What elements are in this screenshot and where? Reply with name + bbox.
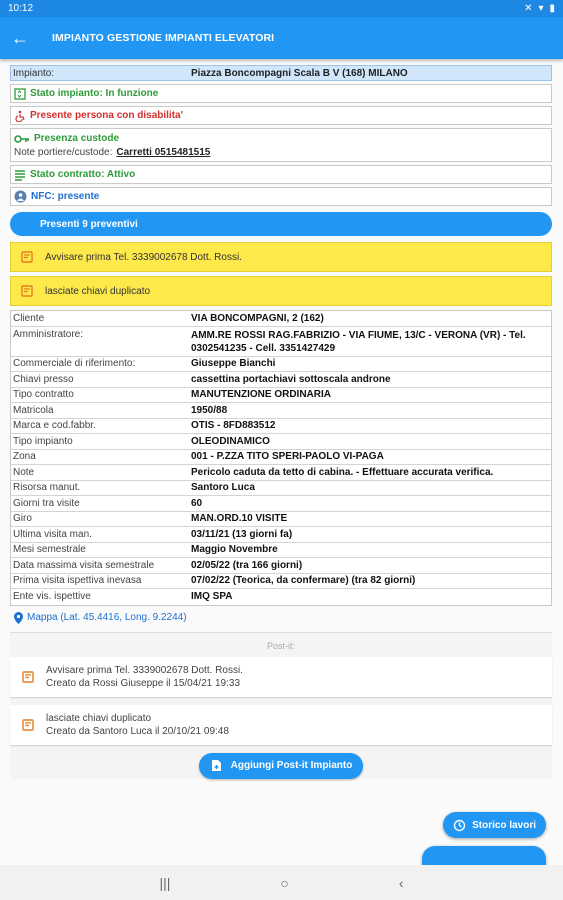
accessibility-icon — [14, 110, 26, 122]
postit-meta: Creato da Santoro Luca il 20/10/21 09:48 — [46, 725, 229, 737]
postit-title: Post-it: — [266, 640, 295, 651]
battery-icon: ▮ — [549, 3, 555, 14]
mappa-text: Mappa (Lat. 45.4416, Long. 9.2244) — [27, 612, 187, 623]
stato-contratto — [10, 165, 552, 184]
detail-row-commerciale: Commerciale di riferimento: Giuseppe Bianchi — [11, 357, 551, 373]
nfc-icon — [14, 190, 27, 203]
recent-apps-icon[interactable]: ||| — [159, 874, 171, 891]
elevator-icon — [14, 88, 26, 100]
note-portiere-phone-link[interactable]: Carretti 0515481515 — [116, 146, 211, 158]
detail-row-cliente: Cliente VIA BONCOMPAGNI, 2 (162) — [11, 311, 551, 327]
storico-lavori-button[interactable] — [443, 812, 546, 838]
mute-icon: ✕ — [524, 3, 533, 14]
stato-impianto-text: Stato impianto: In funzione — [30, 88, 159, 99]
add-postit-button[interactable] — [199, 753, 363, 779]
status-icons — [524, 3, 555, 14]
yellow-note-2[interactable] — [10, 276, 552, 306]
impianto-value: Piazza Boncompagni Scala B V (168) MILANO — [191, 67, 408, 79]
detail-row-amministratore: Amministratore: AMM.RE ROSSI RAG.FABRIZIO - VIA FIUME, 13/C - VERONA (VR) - Tel. 0302541235 - Cell. 3351427429 — [11, 327, 551, 357]
yellow-note-1[interactable] — [10, 242, 552, 272]
detail-row-tipo-impianto: Tipo impianto OLEODINAMICO — [11, 434, 551, 450]
note-icon — [22, 671, 34, 683]
detail-row-ente: Ente vis. ispettive IMQ SPA — [13, 591, 233, 603]
detail-row-marca: Marca e cod.fabbr. OTIS - 8FD883512 — [11, 419, 551, 435]
detail-row-matricola: Matricola 1950/88 — [11, 403, 551, 419]
second-fab-button[interactable] — [422, 846, 546, 866]
yellow-note-text: lasciate chiavi duplicato — [45, 285, 151, 297]
system-nav-bar — [0, 865, 563, 900]
postit-body: Avvisare prima Tel. 3339002678 Dott. Rossi. — [46, 664, 243, 676]
yellow-note-text: Avvisare prima Tel. 3339002678 Dott. Rossi. — [45, 251, 242, 263]
note-icon — [21, 285, 33, 297]
add-postit-label: Aggiungi Post-it Impianto — [230, 760, 353, 771]
custode-text: Presenza custode — [34, 133, 120, 144]
add-note-icon — [210, 759, 223, 772]
custode-box — [10, 128, 552, 162]
note-portiere-line — [14, 145, 548, 159]
postit-body: lasciate chiavi duplicato — [46, 712, 152, 724]
disabilita — [10, 106, 552, 125]
mappa-link[interactable] — [14, 612, 552, 624]
stato-impianto — [10, 84, 552, 103]
preventivi-button[interactable]: Presenti 9 preventivi — [10, 212, 552, 236]
wifi-icon: ▾ — [538, 3, 544, 14]
app-bar — [0, 17, 563, 59]
postit-card[interactable] — [10, 657, 552, 697]
main-content — [10, 65, 552, 793]
detail-row-prima-visita: Prima visita ispettiva inevasa 07/02/22 (Teorica, da confermare) (tra 82 giorni) — [11, 574, 551, 590]
custode-line — [14, 132, 548, 145]
postit-text — [46, 664, 243, 690]
clock: 10:12 — [8, 3, 34, 14]
map-pin-icon — [14, 612, 23, 624]
home-icon[interactable]: ○ — [280, 874, 289, 891]
impianto-row — [10, 65, 552, 81]
postit-text — [46, 712, 229, 738]
nav-back-icon[interactable]: ‹ — [398, 874, 404, 891]
detail-row-giro: Giro MAN.ORD.10 VISITE — [11, 512, 551, 528]
contract-icon — [14, 169, 26, 181]
disabilita-text: Presente persona con disabilita' — [30, 110, 183, 121]
details-table — [10, 310, 552, 606]
detail-row-zona: Zona 001 - P.ZZA TITO SPERI-PAOLO VI-PAGA — [11, 450, 551, 466]
status-bar — [0, 0, 563, 17]
detail-row-mesi-semestrale: Mesi semestrale Maggio Novembre — [11, 543, 551, 559]
postit-section — [10, 632, 552, 779]
postit-card[interactable] — [10, 705, 552, 745]
detail-row-risorsa: Risorsa manut. Santoro Luca — [11, 481, 551, 497]
stato-contratto-text: Stato contratto: Attivo — [30, 169, 136, 180]
detail-row-note: Note Pericolo caduta da tetto di cabina. - Effettuare accurata verifica. — [11, 465, 551, 481]
detail-row-tipo-contratto: Tipo contratto MANUTENZIONE ORDINARIA — [11, 388, 551, 404]
nfc-text: NFC: presente — [31, 191, 100, 202]
page-title: IMPIANTO GESTIONE IMPIANTI ELEVATORI — [52, 32, 275, 44]
note-icon — [22, 719, 34, 731]
detail-row-giorni: Giorni tra visite 60 — [11, 496, 551, 512]
nfc-line — [10, 187, 552, 206]
detail-row-ultima-visita: Ultima visita man. 03/11/21 (13 giorni fa) — [11, 527, 551, 543]
storico-lavori-label: Storico lavori — [472, 819, 536, 831]
history-icon — [453, 819, 466, 832]
postit-meta: Creato da Rossi Giuseppe il 15/04/21 19:33 — [46, 677, 241, 689]
impianto-label: Impianto: — [13, 67, 55, 79]
detail-row-chiavi: Chiavi presso cassettina portachiavi sottoscala androne — [11, 372, 551, 388]
note-icon — [21, 251, 33, 263]
key-icon — [14, 134, 30, 144]
detail-row-data-massima: Data massima visita semestrale 02/05/22 (tra 166 giorni) — [11, 558, 551, 574]
note-portiere-label: Note portiere/custode: — [14, 146, 113, 158]
back-arrow-icon[interactable]: ← — [11, 27, 29, 48]
